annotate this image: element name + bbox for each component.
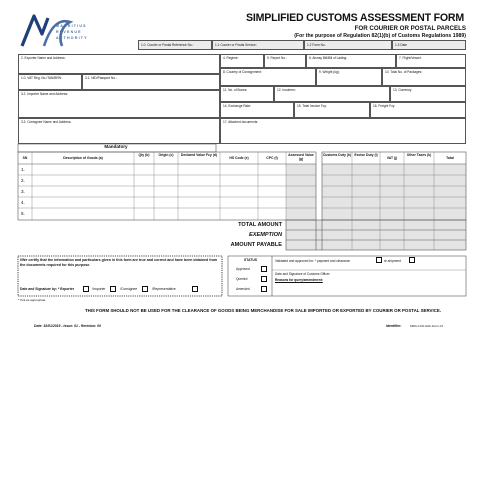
- col-assessed-value: Assessed Value (g): [288, 153, 314, 161]
- consignee-checkbox[interactable]: [142, 286, 148, 292]
- consignee-field[interactable]: 3.3. Consignee Name and Address:: [18, 118, 220, 144]
- importer-label: /Importer: [92, 287, 106, 291]
- flight-field[interactable]: 7. Flight/Vessel:: [396, 54, 466, 68]
- approved-checkbox[interactable]: [261, 266, 267, 272]
- vat-reg-field[interactable]: 1.0. VAT Reg. No./TAN/BRN:: [18, 74, 82, 90]
- regulation-note: (For the purpose of Regulation 82(1)(b) of Customs Regulations 1989): [294, 33, 466, 39]
- declaration-text: I/We certify that the information and particulars given in this form are true and correct and have been obtained from the documents required for this purpose.: [20, 258, 218, 267]
- table-row: 1.: [21, 167, 25, 172]
- nid-field[interactable]: 3.1. NID/Passport No.:: [82, 74, 220, 90]
- representative-label: /Representative: [152, 287, 176, 291]
- total-amount-label: TOTAL AMOUNT: [238, 222, 282, 228]
- exchange-rate-field[interactable]: 14. Exchange Rate:: [220, 102, 294, 118]
- report-no-field[interactable]: 5. Report No.:: [264, 54, 306, 68]
- form-subtitle: FOR COURIER OR POSTAL PARCELS: [354, 25, 466, 32]
- issue-info: Date: 18/01/2019 - Issue: 01 - Revision: 00: [34, 324, 101, 328]
- airway-bill-field[interactable]: 6. Airway Bill/Bill of Lading:: [306, 54, 396, 68]
- sign-by-label: Date and Signature by: * Exporter: [20, 287, 75, 291]
- col-qty: Qty (b): [138, 153, 150, 157]
- reasons-label: Reasons for query/amendment:: [275, 278, 323, 282]
- approved-label: Approved: [236, 267, 250, 271]
- queried-label: Queried: [236, 277, 248, 281]
- col-vat: VAT (j): [386, 156, 398, 160]
- col-declared-value: Declared Value Fcy (d): [180, 153, 218, 157]
- attached-docs-field[interactable]: 17. Attached documents:: [220, 118, 466, 144]
- reshipment-label: re-shipment: [384, 259, 401, 263]
- status-label: STATUS: [244, 258, 258, 262]
- validated-label: Validated and approved for: * payment and clearance: [275, 259, 351, 263]
- table-row: 4.: [21, 200, 25, 205]
- queried-checkbox[interactable]: [261, 276, 267, 282]
- form-title: SIMPLIFIED CUSTOMS ASSESSMENT FORM: [245, 12, 465, 24]
- freight-fcy-field[interactable]: 16. Freight Fcy:: [370, 102, 466, 118]
- col-cpc: CPC (f): [266, 156, 278, 160]
- footer-notice: THIS FORM SHOULD NOT BE USED FOR THE CLEARANCE OF GOODS BEING MERCHANDISE FOR SALE IMPORTED OR EXPORTED BY COURIER OR POSTAL SERVICE.: [84, 308, 442, 313]
- logo-line-1: MAURITIUS: [56, 24, 87, 28]
- form-no-field[interactable]: 1.2 Form No.: [304, 40, 392, 50]
- payment-clearance-checkbox[interactable]: [376, 257, 382, 263]
- packages-field[interactable]: 10. Total No. of Packages:: [382, 68, 466, 86]
- logo-line-2: REVENUE: [56, 30, 82, 34]
- importer-field[interactable]: 3.2. Importer Name and Address:: [18, 90, 220, 118]
- incoterm-field[interactable]: 12. Incoterm:: [274, 86, 390, 102]
- consignee-label: /Consignee: [120, 287, 138, 291]
- logo-line-3: AUTHORITY: [56, 36, 88, 40]
- table-row: 3.: [21, 189, 25, 194]
- date-field[interactable]: 1.3 Date: [392, 40, 466, 50]
- col-excise-duty: Excise Duty (i): [354, 153, 378, 157]
- col-other-taxes: Other Taxes (k): [406, 153, 432, 157]
- tick-note: * Tick as appropriate.: [18, 298, 47, 302]
- courier-ref-field[interactable]: 1.0. Courier or Postal Reference No.:: [138, 40, 212, 50]
- table-row: 5.: [21, 211, 25, 216]
- exporter-field[interactable]: 2. Exporter Name and Address:: [18, 54, 220, 74]
- importer-checkbox[interactable]: [110, 286, 116, 292]
- consignment-field[interactable]: 8. Country of Consignment:: [220, 68, 316, 86]
- amended-label: Amended: [236, 287, 250, 291]
- reshipment-checkbox[interactable]: [409, 257, 415, 263]
- invoice-fcy-field[interactable]: 15. Total Invoice Fcy:: [294, 102, 370, 118]
- col-customs-duty: Customs Duty (h): [322, 153, 352, 157]
- exemption-label: EXEMPTION: [249, 232, 282, 238]
- weight-field[interactable]: 9. Weight (kg):: [316, 68, 382, 86]
- officer-signature-label: Date and Signature of Customs Officer: [275, 272, 330, 276]
- col-origin: Origin (c): [158, 153, 174, 157]
- col-total: Total: [446, 156, 454, 160]
- table-title: Mandatory: [104, 144, 128, 149]
- amended-checkbox[interactable]: [261, 286, 267, 292]
- representative-checkbox[interactable]: [192, 286, 198, 292]
- col-description: Description of Goods (a): [63, 156, 103, 160]
- currency-field[interactable]: 13. Currency:: [390, 86, 466, 102]
- col-hs-code: HS Code (e): [229, 156, 249, 160]
- courier-service-field[interactable]: 1.1 Courier or Postal Service:: [212, 40, 304, 50]
- boxes-field[interactable]: 11. No. of Boxes:: [220, 86, 274, 102]
- identifier-value: MRA-CUS-SAF-Form 01: [410, 324, 444, 328]
- col-sn: SN: [22, 156, 28, 160]
- identifier-label: Identifier:: [386, 324, 402, 328]
- amount-payable-label: AMOUNT PAYABLE: [230, 242, 282, 248]
- exporter-checkbox[interactable]: [83, 286, 89, 292]
- regime-field[interactable]: 4. Regime:: [220, 54, 264, 68]
- table-row: 2.: [21, 178, 25, 183]
